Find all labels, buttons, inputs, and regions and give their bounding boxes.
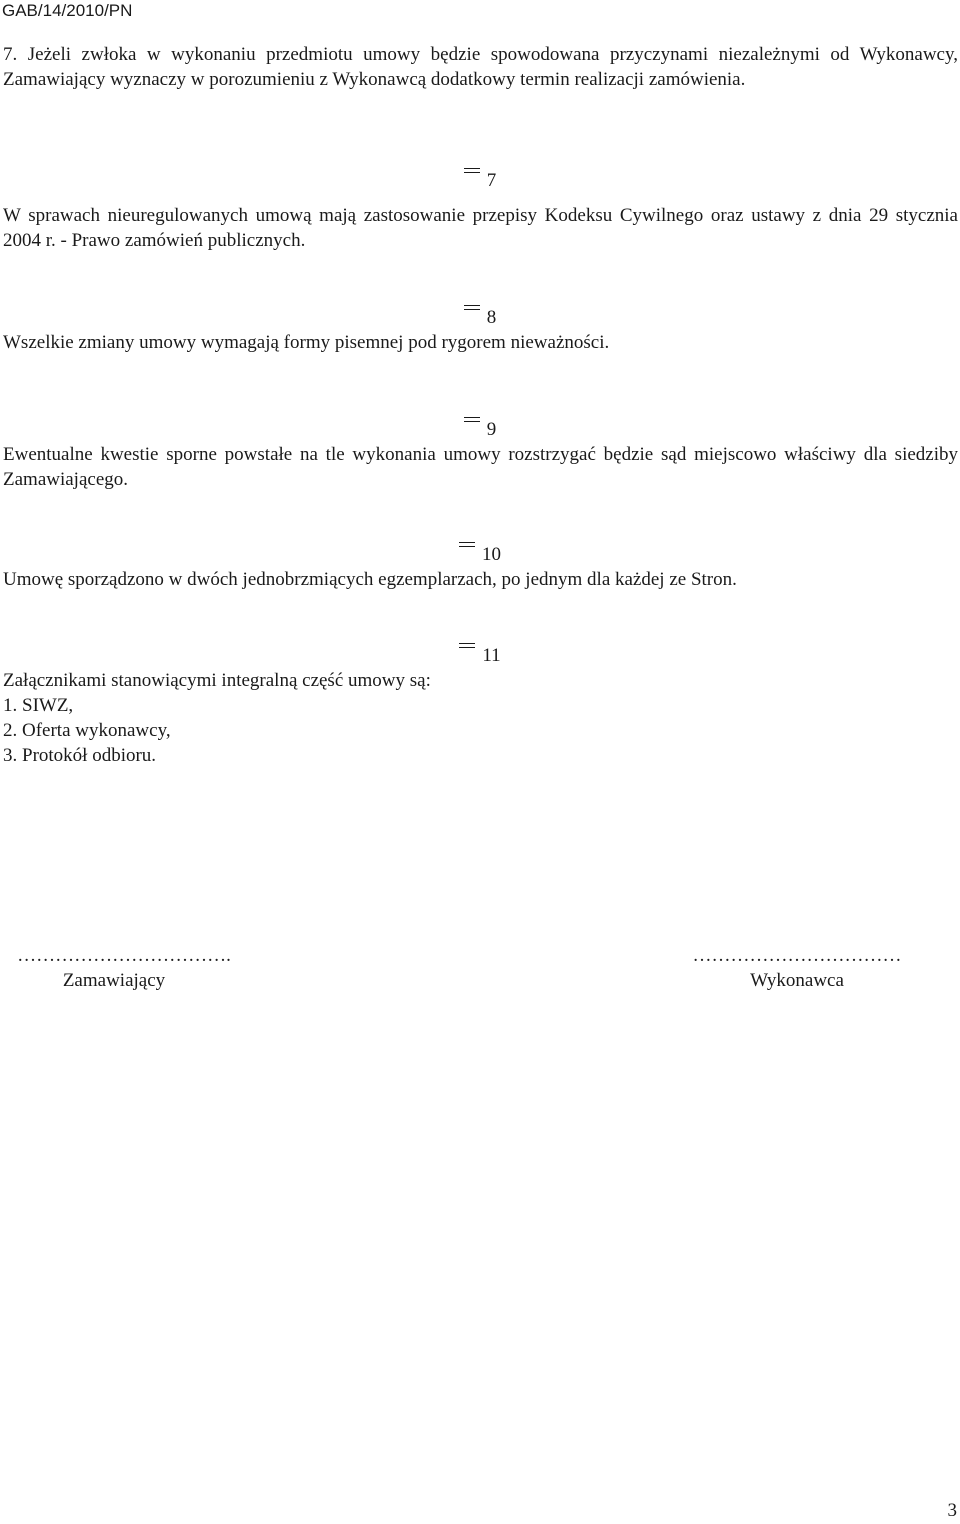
section-9-text: Ewentualne kwestie sporne powstałe na tle wykonania umowy rozstrzygać będzie sąd miejscowo właściwy dla siedziby Zamawiającego.	[3, 444, 958, 490]
section-7-text: W sprawach nieuregulowanych umową mają zastosowanie przepisy Kodeksu Cywilnego oraz ustawy z dnia 29 stycznia 2004 r. - Prawo zamówień publicznych.	[3, 205, 958, 251]
section-number: 9	[486, 419, 497, 440]
section-number: 8	[486, 307, 497, 328]
section-heading-9	[0, 417, 960, 442]
page-number: 3	[947, 1500, 957, 1521]
section-sign-icon	[459, 643, 475, 648]
section-number: 11	[482, 645, 501, 666]
section-11-text: Załącznikami stanowiącymi integralną część umowy są:	[3, 670, 431, 691]
signature-line: …………………………….	[17, 945, 231, 966]
section-sign-icon	[459, 542, 475, 547]
section-heading-7	[0, 168, 960, 193]
signature-zamawiajacy	[4, 943, 244, 993]
list-item: 2. Oferta wykonawcy,	[3, 720, 171, 741]
signature-line: ……………………………	[692, 945, 902, 966]
section-heading-10	[0, 542, 960, 567]
list-item: 1. SIWZ,	[3, 695, 74, 716]
section-sign-icon	[464, 305, 480, 310]
section-11-body	[3, 668, 958, 768]
section-sign-icon	[464, 168, 480, 173]
signature-label: Zamawiający	[62, 970, 166, 991]
signature-label: Wykonawca	[750, 970, 844, 991]
list-item: 3. Protokół odbioru.	[3, 745, 157, 766]
section-number: 7	[486, 170, 497, 191]
document-code: GAB/14/2010/PN	[2, 1, 133, 20]
section-sign-icon	[464, 417, 480, 422]
section-8-text: Wszelkie zmiany umowy wymagają formy pisemnej pod rygorem nieważności.	[3, 332, 610, 353]
section-heading-11	[0, 643, 960, 668]
section-10-text: Umowę sporządzono w dwóch jednobrzmiących egzemplarzach, po jednym dla każdej ze Stron.	[3, 569, 737, 590]
paragraph-item-7: 7. Jeżeli zwłoka w wykonaniu przedmiotu umowy będzie spowodowana przyczynami niezależnymi od Wykonawcy, Zamawiający wyznaczy w porozumieniu z Wykonawcą dodatkowy termin realizacji zamówienia.	[3, 44, 958, 90]
section-heading-8	[0, 305, 960, 330]
section-number: 10	[482, 544, 501, 565]
signature-wykonawca	[666, 943, 928, 993]
